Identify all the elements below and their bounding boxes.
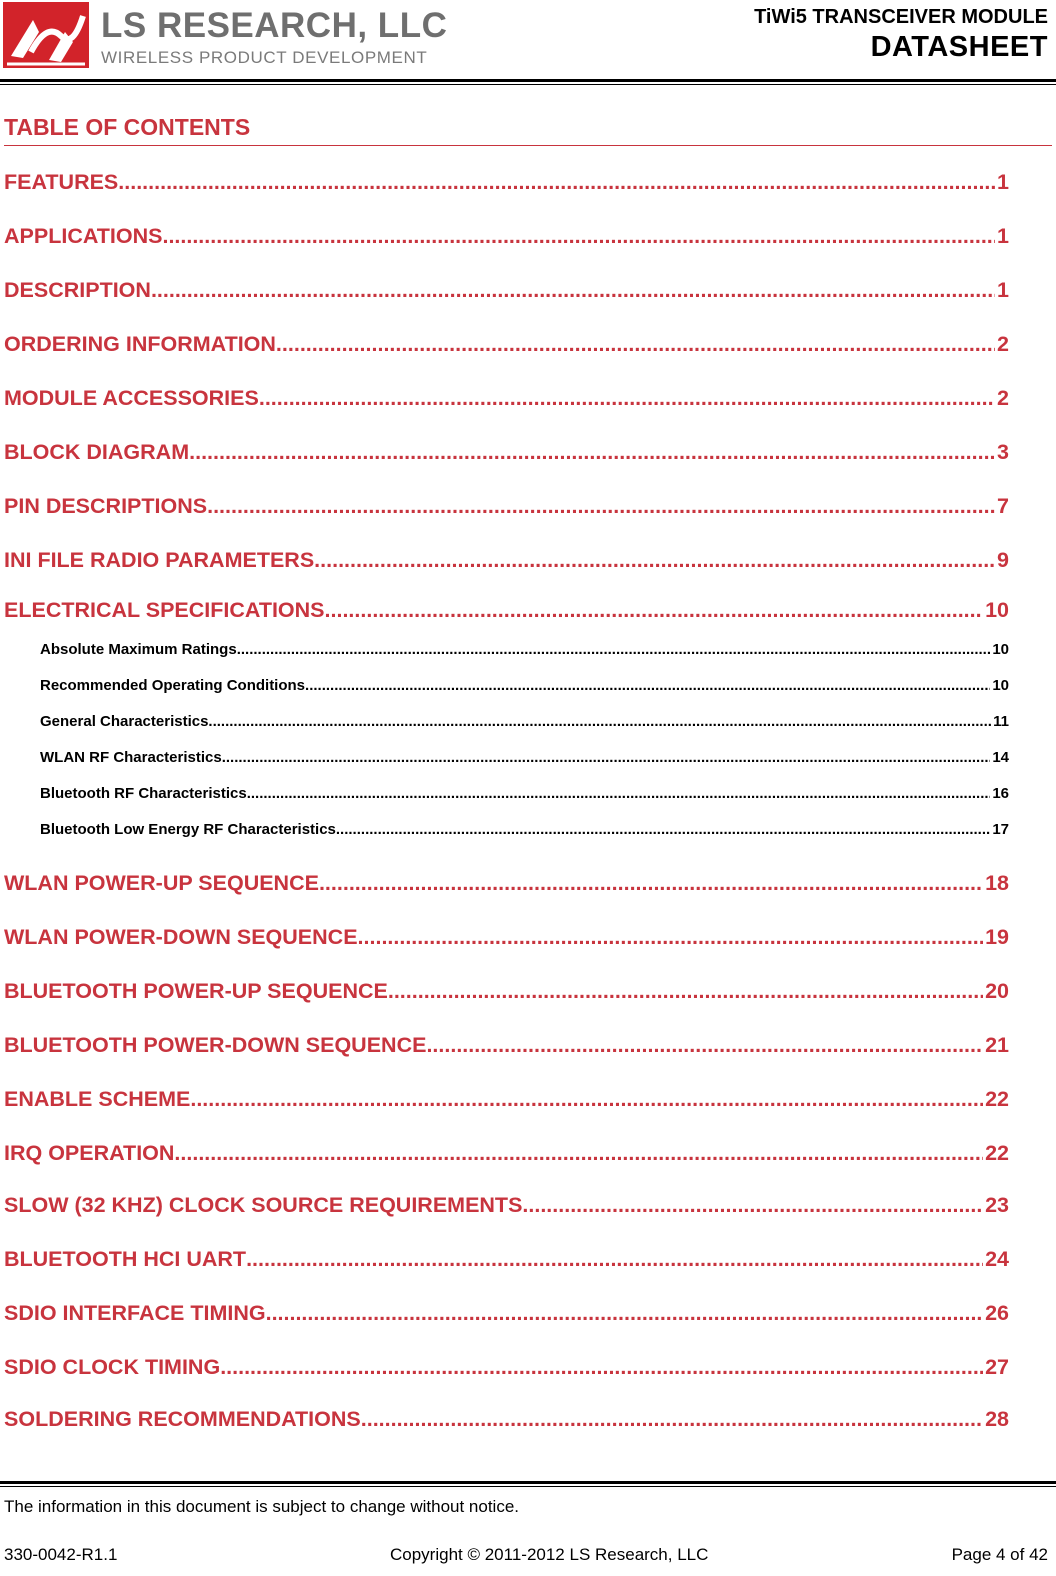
toc-entry-page: 28 [985, 1407, 1009, 1431]
toc-entry-page: 22 [985, 1141, 1009, 1165]
toc-subentry[interactable] [40, 785, 1009, 802]
toc-entry-label: WLAN RF Characteristics [40, 749, 222, 766]
toc-entry[interactable] [4, 224, 1009, 249]
toc-entry[interactable] [4, 979, 1009, 1004]
toc-entry-label: DESCRIPTION [4, 278, 151, 302]
toc-leader-dots [162, 224, 995, 249]
toc-entry-page: 2 [997, 386, 1009, 410]
toc-entry-label: WLAN POWER-UP SEQUENCE [4, 871, 319, 895]
doc-type: DATASHEET [870, 31, 1048, 63]
toc-leader-dots [190, 1087, 983, 1112]
toc-entry-page: 7 [997, 494, 1009, 518]
toc-entry-page: 18 [985, 871, 1009, 895]
toc-entry-label: INI FILE RADIO PARAMETERS [4, 548, 315, 572]
toc-entry-page: 11 [993, 713, 1009, 730]
toc-subentry[interactable] [40, 821, 1009, 838]
toc-entry-page: 20 [985, 979, 1009, 1003]
toc-leader-dots [336, 821, 990, 838]
toc-leader-dots [361, 1407, 983, 1432]
toc-entry[interactable] [4, 1247, 1009, 1272]
toc-entry-label: IRQ OPERATION [4, 1141, 175, 1165]
toc-entry-page: 22 [985, 1087, 1009, 1111]
logo-subtitle: WIRELESS PRODUCT DEVELOPMENT [101, 48, 428, 67]
toc-entry[interactable] [4, 386, 1009, 411]
toc-entry-label: APPLICATIONS [4, 224, 163, 248]
toc-entry-page: 10 [992, 641, 1009, 658]
toc-leader-dots [174, 1141, 983, 1166]
logo-title: LS RESEARCH, LLC [101, 6, 448, 45]
toc-entry-label: General Characteristics [40, 713, 209, 730]
toc-leader-dots [276, 332, 995, 357]
toc-leader-dots [319, 871, 983, 896]
toc-entry-label: ENABLE SCHEME [4, 1087, 191, 1111]
toc-entry-page: 1 [997, 170, 1009, 194]
toc-leader-dots [266, 1301, 983, 1326]
copyright: Copyright © 2011-2012 LS Research, LLC [390, 1545, 709, 1564]
toc-leader-dots [222, 749, 991, 766]
toc-entry-label: SLOW (32 KHZ) CLOCK SOURCE REQUIREMENTS [4, 1193, 523, 1217]
toc-entry[interactable] [4, 1193, 1009, 1218]
toc-leader-dots [207, 494, 995, 519]
toc-entry[interactable] [4, 598, 1009, 623]
toc-leader-dots [426, 1033, 983, 1058]
toc-entry[interactable] [4, 170, 1009, 195]
toc-leader-dots [358, 925, 984, 950]
toc-entry-label: SOLDERING RECOMMENDATIONS [4, 1407, 361, 1431]
toc-entry-label: Absolute Maximum Ratings [40, 641, 237, 658]
toc-leader-dots [220, 1355, 983, 1380]
toc-entry-label: BLUETOOTH POWER-DOWN SEQUENCE [4, 1033, 427, 1057]
page-header [0, 0, 1056, 86]
toc-entry-label: MODULE ACCESSORIES [4, 386, 259, 410]
toc-leader-dots [208, 713, 991, 730]
toc-entry-label: ORDERING INFORMATION [4, 332, 276, 356]
toc-entry-label: BLUETOOTH HCI UART [4, 1247, 247, 1271]
page-number: Page 4 of 42 [951, 1545, 1048, 1564]
toc-entry-label: Recommended Operating Conditions [40, 677, 306, 694]
toc-entry-label: PIN DESCRIPTIONS [4, 494, 208, 518]
toc-entry[interactable] [4, 278, 1009, 303]
toc-entry[interactable] [4, 871, 1009, 896]
toc-entry-page: 27 [985, 1355, 1009, 1379]
header-rule-thick [0, 79, 1056, 82]
toc-entry-page: 1 [997, 224, 1009, 248]
ls-research-logo-icon [3, 2, 89, 68]
toc-entry-page: 9 [997, 548, 1009, 572]
toc-entry[interactable] [4, 332, 1009, 357]
toc-entry-page: 10 [992, 677, 1009, 694]
toc-entry-label: SDIO CLOCK TIMING [4, 1355, 221, 1379]
header-rule-thin [0, 84, 1056, 85]
document-title-block [754, 6, 1048, 64]
toc-leader-dots [259, 386, 995, 411]
toc-entry-page: 1 [997, 278, 1009, 302]
toc-entry-page: 24 [985, 1247, 1009, 1271]
toc-entry-label: Bluetooth Low Energy RF Characteristics [40, 821, 336, 838]
toc-leader-dots [151, 278, 995, 303]
toc-entry-page: 2 [997, 332, 1009, 356]
toc-heading-rule [4, 145, 1052, 146]
toc-entry[interactable] [4, 1087, 1009, 1112]
toc-entry-label: WLAN POWER-DOWN SEQUENCE [4, 925, 358, 949]
toc-leader-dots [522, 1193, 983, 1218]
toc-leader-dots [237, 641, 991, 658]
toc-entry[interactable] [4, 440, 1009, 465]
company-logo [3, 2, 448, 72]
toc-leader-dots [305, 677, 990, 694]
toc-leader-dots [247, 785, 991, 802]
toc-entry[interactable] [4, 1355, 1009, 1380]
toc-entry[interactable] [4, 1141, 1009, 1166]
toc-heading: TABLE OF CONTENTS [4, 114, 251, 140]
toc-entry-page: 23 [985, 1193, 1009, 1217]
toc-entry-label: FEATURES [4, 170, 119, 194]
toc-entry[interactable] [4, 925, 1009, 950]
toc-entry-page: 10 [985, 598, 1009, 622]
footer-rule-thin [0, 1486, 1056, 1487]
toc-entry-page: 14 [992, 749, 1009, 766]
change-notice: The information in this document is subject to change without notice. [4, 1497, 520, 1516]
toc-leader-dots [246, 1247, 983, 1272]
toc-leader-dots [388, 979, 983, 1004]
toc-entry-page: 21 [985, 1033, 1009, 1057]
toc-entry[interactable] [4, 548, 1009, 573]
toc-subentry[interactable] [40, 641, 1009, 658]
module-name: TiWi5 TRANSCEIVER MODULE [754, 6, 1048, 28]
footer-rule-thick [0, 1481, 1056, 1484]
toc-entry-label: Bluetooth RF Characteristics [40, 785, 247, 802]
toc-entry-label: ELECTRICAL SPECIFICATIONS [4, 598, 325, 622]
toc-entry-label: BLUETOOTH POWER-UP SEQUENCE [4, 979, 388, 1003]
toc-subentry[interactable] [40, 749, 1009, 766]
toc-leader-dots [118, 170, 995, 195]
toc-leader-dots [325, 598, 984, 623]
toc-entry-page: 16 [992, 785, 1009, 802]
doc-number: 330-0042-R1.1 [4, 1545, 118, 1564]
toc-entry-label: SDIO INTERFACE TIMING [4, 1301, 266, 1325]
toc-leader-dots [189, 440, 995, 465]
toc-entry[interactable] [4, 1301, 1009, 1326]
toc-entry[interactable] [4, 494, 1009, 519]
toc-subentry[interactable] [40, 677, 1009, 694]
toc-leader-dots [314, 548, 995, 573]
toc-entry[interactable] [4, 1033, 1009, 1058]
toc-entry-page: 3 [997, 440, 1009, 464]
toc-entry-page: 26 [985, 1301, 1009, 1325]
toc-entry[interactable] [4, 1407, 1009, 1432]
toc-entry-page: 17 [992, 821, 1009, 838]
toc-entry-label: BLOCK DIAGRAM [4, 440, 190, 464]
toc-subentry[interactable] [40, 713, 1009, 730]
toc-entry-page: 19 [985, 925, 1009, 949]
